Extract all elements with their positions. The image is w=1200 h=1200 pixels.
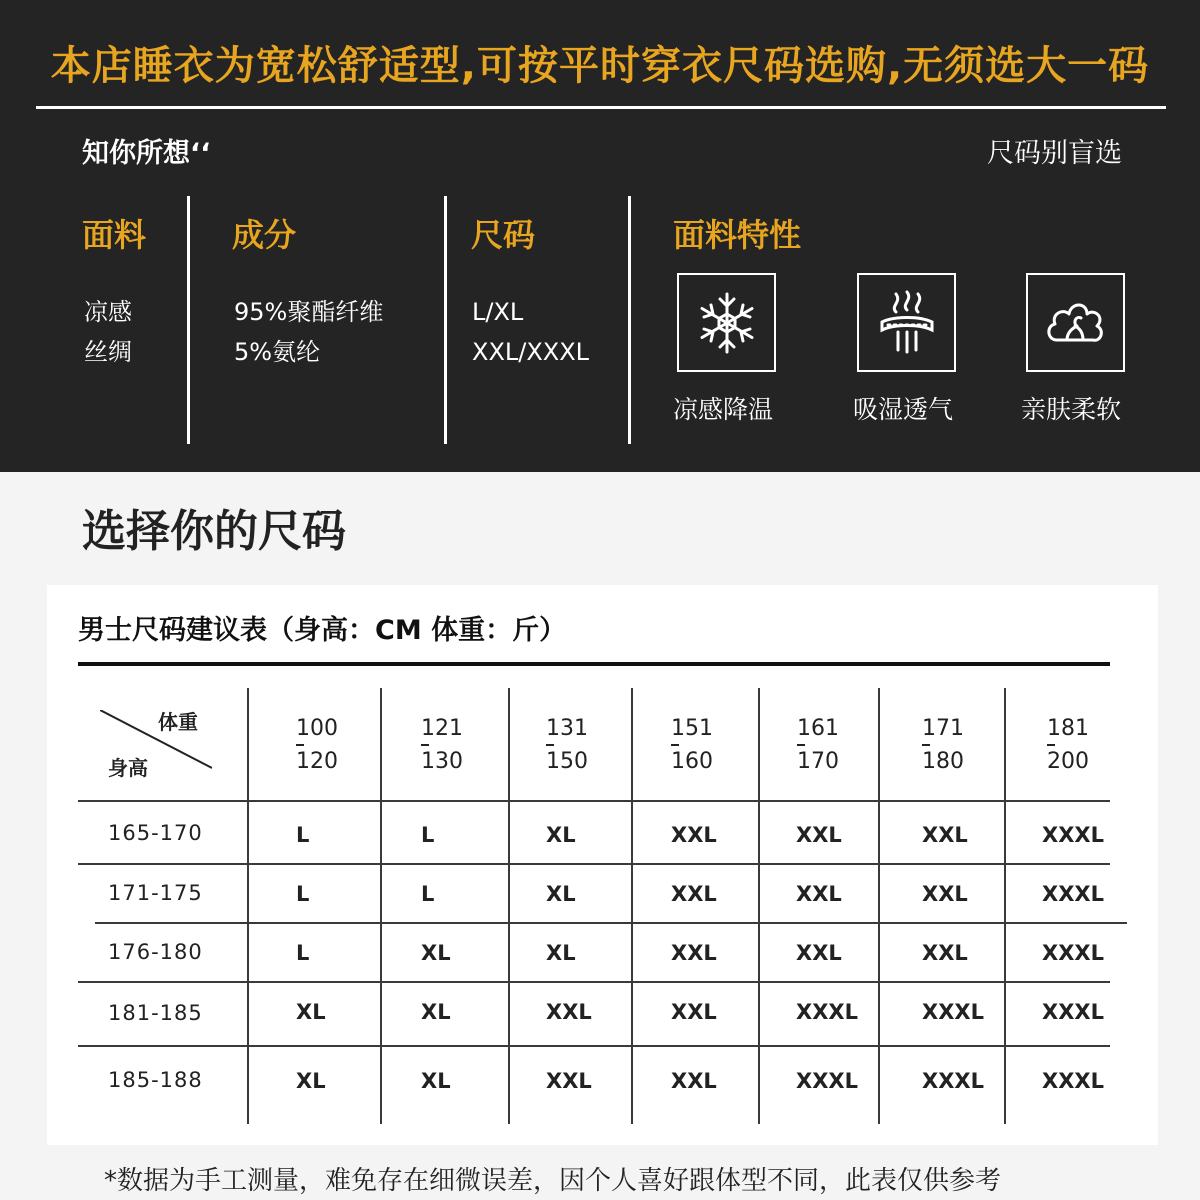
height-range: 171-175: [108, 881, 203, 905]
composition-line: 5%氨纶: [234, 338, 321, 366]
size-cell: XL: [421, 941, 451, 965]
table-column-divider: [247, 688, 249, 1124]
breathable-fabric-icon: [874, 290, 940, 356]
size-cell: XXL: [546, 1000, 592, 1024]
size-cell: XXL: [922, 823, 968, 847]
sizes-line: L/XL: [472, 298, 524, 326]
weight-range-header: 121 130: [421, 716, 463, 774]
size-cell: XXL: [546, 1069, 592, 1093]
size-cell: XXXL: [1042, 1000, 1104, 1024]
feature-soft-label: 亲肤柔软: [1021, 395, 1122, 424]
snowflake-icon: [694, 290, 760, 356]
table-row-divider: [95, 922, 1127, 924]
table-row-divider: [78, 800, 1110, 802]
size-cell: XL: [546, 941, 576, 965]
table-column-divider: [631, 688, 633, 1124]
size-cell: XXL: [796, 941, 842, 965]
size-cell: XL: [546, 882, 576, 906]
sizes-text: [472, 292, 589, 372]
height-range: 185-188: [108, 1068, 203, 1092]
size-table-title: 男士尺码建议表（身高：CM 体重：斤）: [78, 615, 567, 646]
size-cell: XXXL: [796, 1069, 858, 1093]
composition-line: 95%聚酯纤维: [234, 298, 384, 326]
size-cell: XXXL: [1042, 941, 1104, 965]
table-column-divider: [380, 688, 382, 1124]
size-cell: XL: [296, 1000, 326, 1024]
size-cell: XL: [296, 1069, 326, 1093]
weight-range-header: 181 200: [1047, 716, 1089, 774]
feature-breathable: [857, 273, 956, 372]
feature-soft: [1026, 273, 1125, 372]
feature-breathable-label: 吸湿透气: [853, 395, 954, 424]
feature-cooling-label: 凉感降温: [673, 395, 774, 424]
weight-range-header: 171 180: [922, 716, 964, 774]
size-cell: L: [421, 823, 435, 847]
weight-range-header: 151 160: [671, 716, 713, 774]
size-cell: XXXL: [1042, 882, 1104, 906]
table-row-divider: [78, 863, 1110, 865]
table-column-divider: [508, 688, 510, 1124]
tagline-right: 尺码别盲选: [987, 138, 1122, 169]
size-cell: L: [296, 882, 310, 906]
column-divider: [444, 196, 447, 444]
size-cell: XXL: [796, 823, 842, 847]
fabric-text: [84, 292, 132, 372]
height-range: 165-170: [108, 821, 203, 845]
weight-range-header: 100 120: [296, 716, 338, 774]
height-range: 176-180: [108, 940, 203, 964]
size-cell: XXXL: [1042, 1069, 1104, 1093]
corner-weight-label: 体重: [158, 710, 198, 734]
size-table-card: [47, 585, 1158, 1145]
header-panel: [0, 0, 1200, 472]
size-cell: XXXL: [922, 1000, 984, 1024]
size-cell: XXL: [671, 941, 717, 965]
column-divider: [628, 196, 631, 444]
header-divider: [36, 106, 1166, 109]
height-range: 181-185: [108, 1001, 203, 1025]
size-cell: XL: [546, 823, 576, 847]
disclaimer-footnote: *数据为手工测量，难免存在细微误差，因个人喜好跟体型不同，此表仅供参考: [104, 1166, 1002, 1196]
size-notice: 本店睡衣为宽松舒适型,可按平时穿衣尺码选购,无须选大一码: [50, 43, 1150, 89]
composition-text: [234, 292, 383, 372]
size-cell: XL: [421, 1069, 451, 1093]
size-cell: XXXL: [796, 1000, 858, 1024]
size-cell: XXL: [796, 882, 842, 906]
feature-cooling: [677, 273, 776, 372]
size-cell: XXXL: [1042, 823, 1104, 847]
table-row-divider: [78, 1045, 1110, 1047]
cotton-icon: [1043, 290, 1109, 356]
size-cell: L: [296, 941, 310, 965]
fabric-title: 面料: [82, 216, 147, 254]
section-title: 选择你的尺码: [82, 506, 346, 557]
fabric-line: 丝绸: [84, 338, 132, 366]
column-divider: [187, 196, 190, 444]
size-cell: XXL: [671, 823, 717, 847]
sizes-title: 尺码: [471, 216, 536, 254]
weight-range-header: 161 170: [797, 716, 839, 774]
fabric-line: 凉感: [84, 298, 132, 326]
size-cell: XXL: [671, 1069, 717, 1093]
table-column-divider: [758, 688, 760, 1124]
weight-range-header: 131 150: [546, 716, 588, 774]
size-cell: XXL: [671, 1000, 717, 1024]
sizes-line: XXL/XXXL: [472, 338, 590, 366]
composition-title: 成分: [232, 216, 297, 254]
table-column-divider: [1004, 688, 1006, 1124]
corner-height-label: 身高: [108, 756, 148, 780]
size-table-title-rule: [78, 662, 1110, 666]
table-row-divider: [78, 981, 1110, 983]
tagline-left: 知你所想‘‘: [82, 138, 211, 169]
size-cell: XXL: [671, 882, 717, 906]
size-cell: L: [296, 823, 310, 847]
size-cell: L: [421, 882, 435, 906]
size-cell: XXXL: [922, 1069, 984, 1093]
features-title: 面料特性: [673, 216, 802, 254]
table-column-divider: [878, 688, 880, 1124]
size-cell: XXL: [922, 882, 968, 906]
size-cell: XXL: [922, 941, 968, 965]
size-cell: XL: [421, 1000, 451, 1024]
